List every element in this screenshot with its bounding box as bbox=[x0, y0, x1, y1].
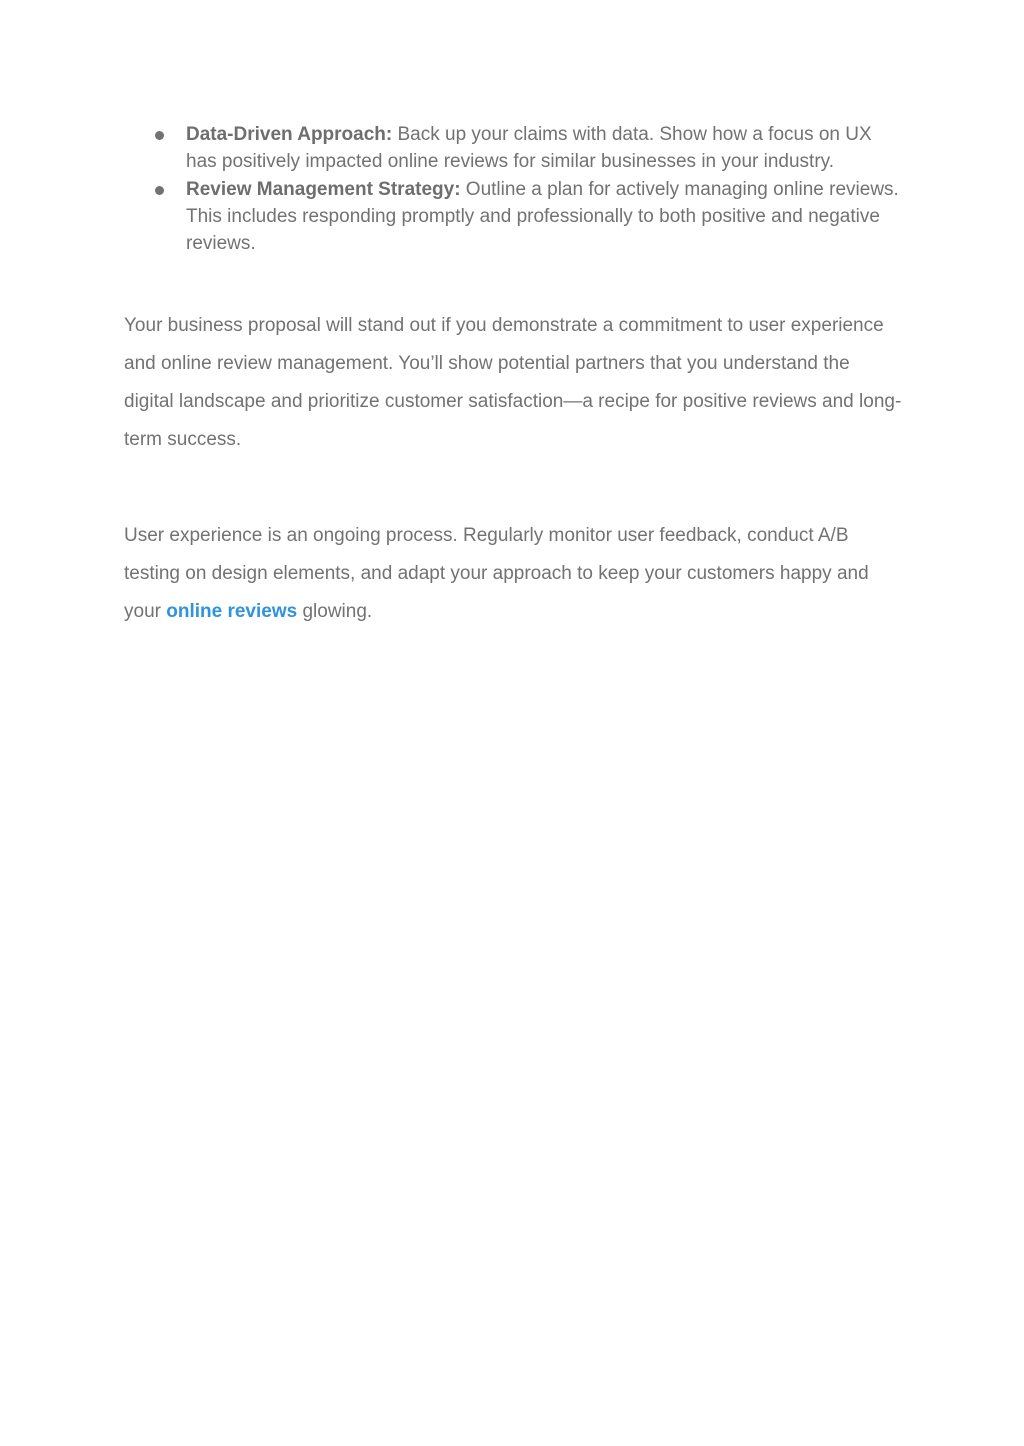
bullet-dot-icon bbox=[155, 131, 164, 140]
paragraph-text: glowing. bbox=[297, 601, 373, 623]
bullet-text: Outline a plan for actively managing online reviews. This includes responding promptly and professionally to both positive and negative reviews. bbox=[186, 178, 899, 255]
paragraph-text: User experience is an ongoing process. Regularly monitor user feedback, conduct A/B testing on design elements, and adapt your approach to keep your customers happy and your bbox=[124, 525, 869, 623]
online-reviews-link[interactable]: online reviews bbox=[166, 601, 298, 623]
bullet-dot-icon bbox=[155, 186, 164, 195]
paragraph-proposal: Your business proposal will stand out if you demonstrate a commitment to user experience and online review management. You’ll show potential partners that you understand the digital landscape and prioritize customer satisfaction—a recipe for positive reviews and long-term success. bbox=[124, 315, 902, 451]
bullet-term: Review Management Strategy: bbox=[186, 178, 461, 200]
bullet-list bbox=[124, 121, 904, 257]
bullet-term: Data-Driven Approach: bbox=[186, 124, 393, 145]
bullet-item-review-management bbox=[124, 176, 904, 258]
paragraph-ongoing-process bbox=[124, 517, 904, 631]
document-page bbox=[124, 121, 904, 631]
bullet-text: Back up your claims with data. Show how a focus on UX has positively impacted online reviews for similar businesses in your industry. bbox=[186, 124, 872, 173]
bullet-item-data-driven bbox=[124, 121, 904, 176]
